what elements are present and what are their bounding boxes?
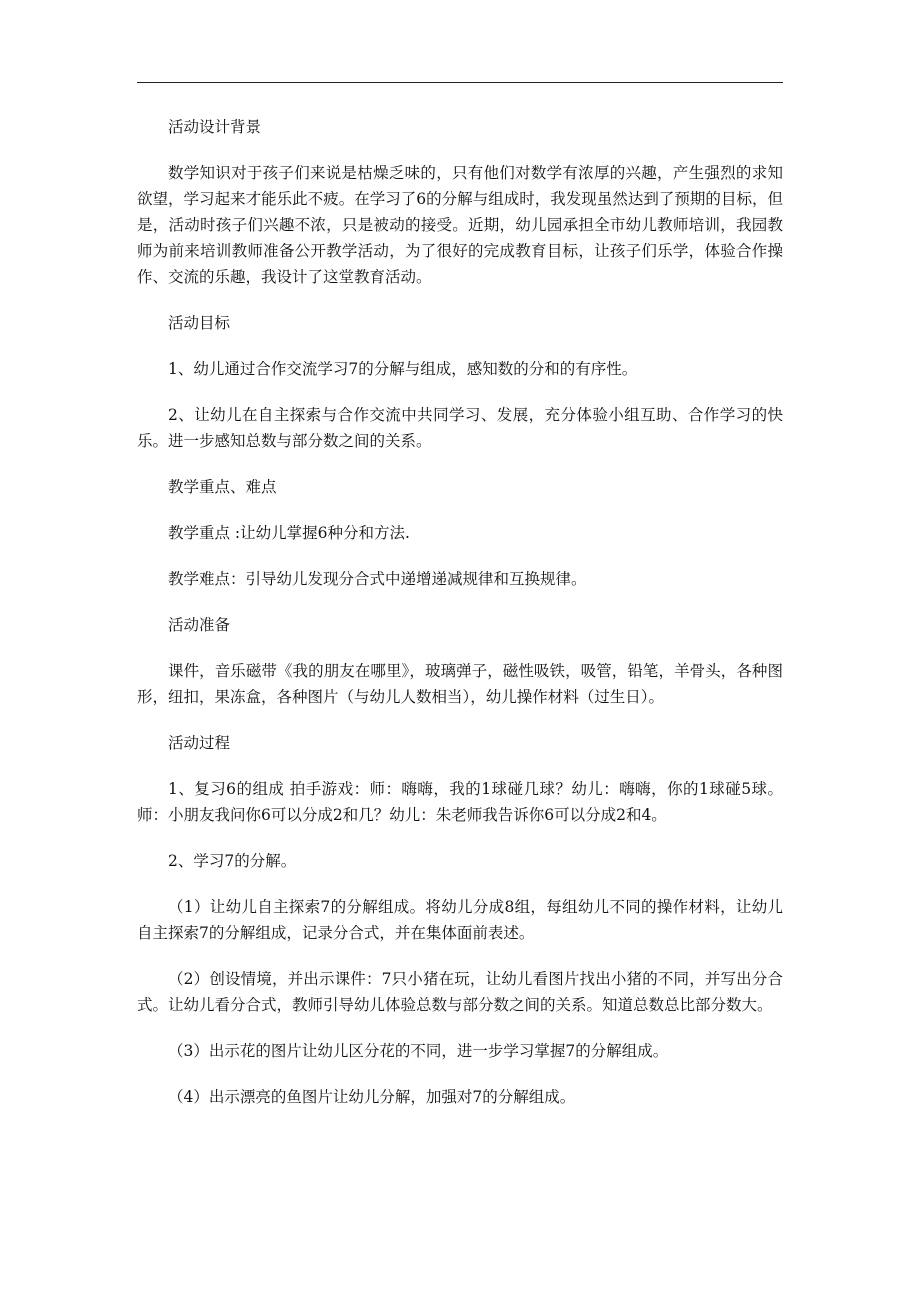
paragraph-background: 数学知识对于孩子们来说是枯燥乏味的，只有他们对数学有浓厚的兴趣，产生强烈的求知欲望，学习起来才能乐此不疲。在学习了6的分解与组成时，我发现虽然达到了预期的目标，但是，活动时孩子们兴趣不浓，只是被动的接受。近期，幼儿园承担全市幼儿教师培训，我园教师为前来培训教师准备公开教学活动，为了很好的完成教育目标，让孩子们乐学，体验合作操作、交流的乐趣，我设计了这堂教育活动。 [137,164,783,286]
process-item-2: 2、学习7的分解。 [168,852,297,870]
heading-preparation: 活动准备 [168,616,231,634]
process-subitem-1: （1）让幼儿自主探索7的分解组成。将幼儿分成8组，每组幼儿不同的操作材料，让幼儿自主探索7的分解组成，记录分合式，并在集体面前表述。 [137,898,783,942]
heading-process: 活动过程 [168,734,231,752]
process-subitem-4: （4）出示漂亮的鱼图片让幼儿分解，加强对7的分解组成。 [168,1088,576,1106]
paragraph-preparation: 课件，音乐磁带《我的朋友在哪里》，玻璃弹子，磁性吸铁，吸管，铅笔，羊骨头，各种图形，纽扣，果冻盒，各种图片（与幼儿人数相当），幼儿操作材料（过生日）。 [137,662,783,706]
goal-item-1: 1、幼儿通过合作交流学习7的分解与组成，感知数的分和的有序性。 [168,360,638,378]
heading-key-points: 教学重点、难点 [168,478,277,496]
goal-item-2: 2、让幼儿在自主探索与合作交流中共同学习、发展，充分体验小组互助、合作学习的快乐。进一步感知总数与部分数之间的关系。 [137,406,783,450]
teaching-difficulty: 教学难点：引导幼儿发现分合式中递增递减规律和互换规律。 [168,570,587,588]
process-subitem-3: （3）出示花的图片让幼儿区分花的不同，进一步学习掌握7的分解组成。 [168,1042,669,1060]
process-subitem-2: （2）创设情境，并出示课件：7只小猪在玩，让幼儿看图片找出小猪的不同，并写出分合式。让幼儿看分合式，教师引导幼儿体验总数与部分数之间的关系。知道总数总比部分数大。 [137,970,783,1014]
heading-background: 活动设计背景 [168,118,262,136]
process-item-1: 1、复习6的组成 拍手游戏：师：嗨嗨，我的1球碰几球？幼儿：嗨嗨，你的1球碰5球。师：小朋友我问你6可以分成2和几？幼儿：朱老师我告诉你6可以分成2和4。 [137,780,783,824]
header-rule [137,82,783,83]
heading-goals: 活动目标 [168,314,231,332]
teaching-focus: 教学重点 :让幼儿掌握6种分和方法. [168,524,410,542]
document-body [137,114,783,1130]
